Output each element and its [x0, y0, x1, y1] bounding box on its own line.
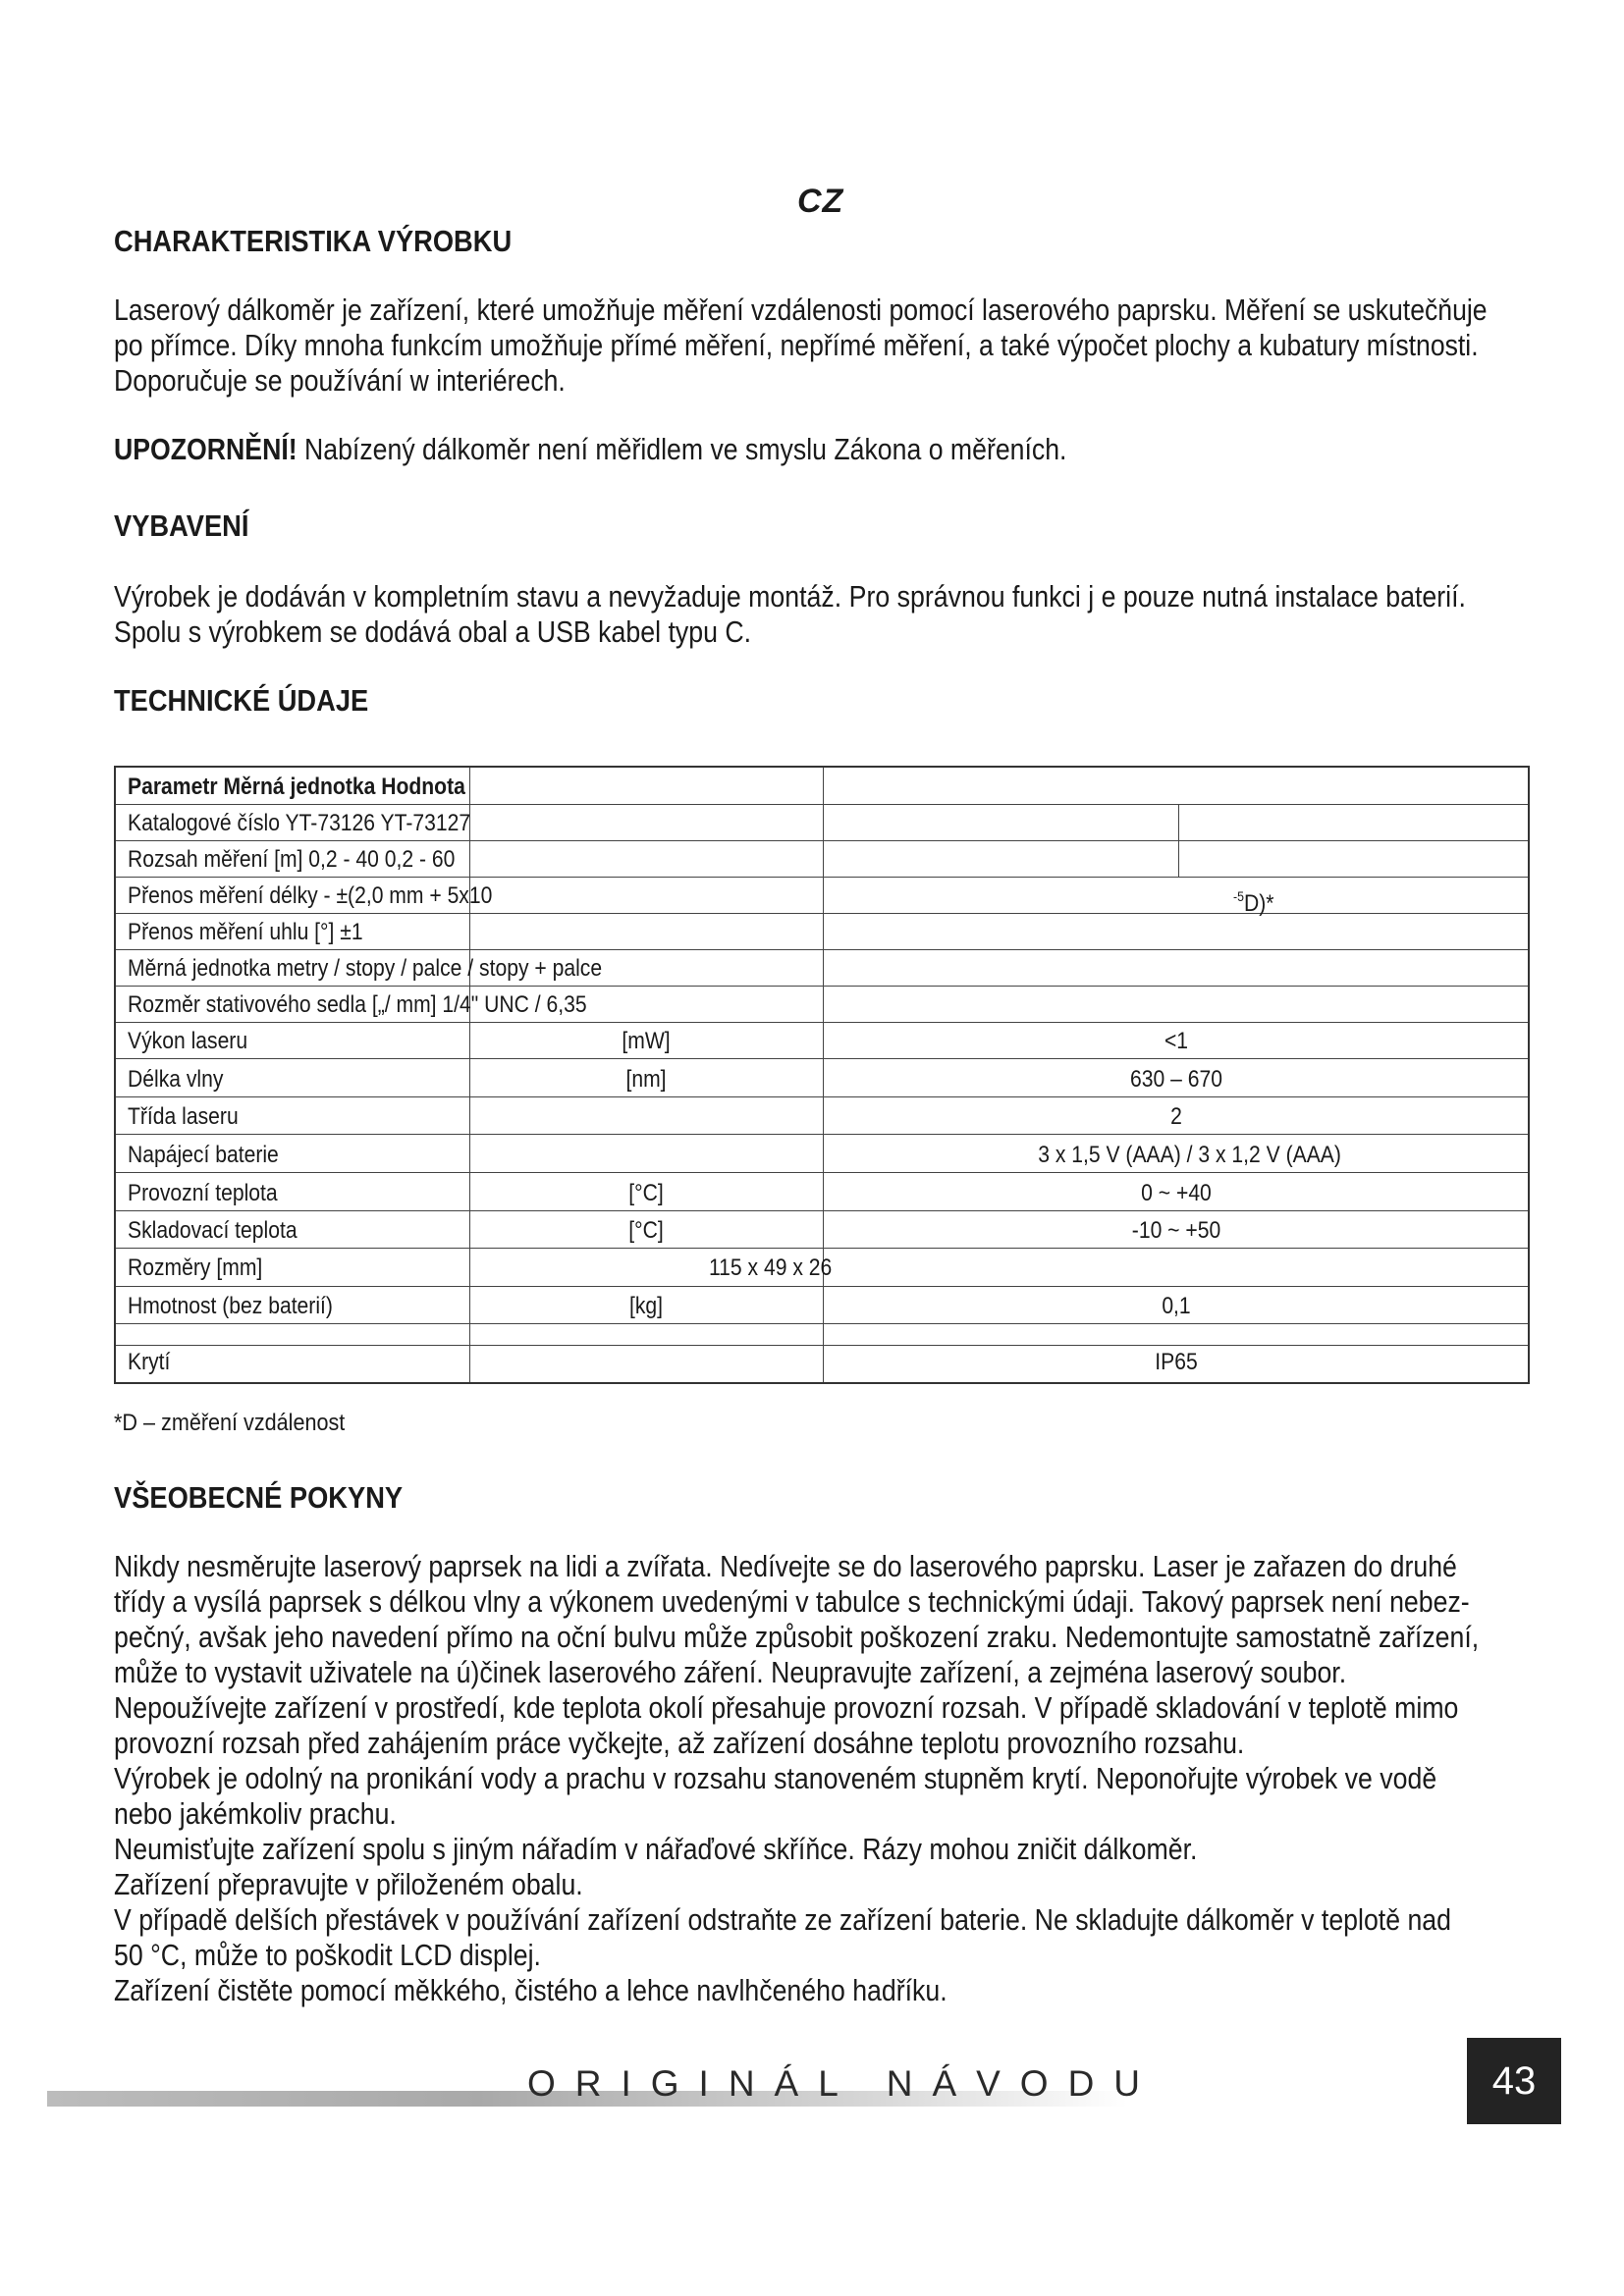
warning-paragraph — [114, 432, 1313, 467]
paragraph-line: Doporučuje se používání w interiérech. — [114, 363, 566, 398]
table-cell-unit: [nm] — [625, 1066, 667, 1093]
table-cell-unit: [mW] — [622, 1028, 671, 1054]
heading-general: VŠEOBECNÉ POKYNY — [114, 1480, 404, 1515]
footer-title: ORIGINÁL NÁVODU — [527, 2063, 1161, 2104]
paragraph-line: po přímce. Díky mnoha funkcím umožňuje přímé měření, nepřímé měření, a také výpočet plochy a kubatury místnosti. — [114, 328, 1479, 362]
paragraph-line: Zařízení čistěte pomocí měkkého, čistého a lehce navlhčeného hadříku. — [114, 1973, 947, 2007]
paragraph-general — [114, 1549, 1508, 2008]
table-rule — [116, 1134, 1528, 1135]
table-rule — [116, 840, 1528, 841]
table-rule — [116, 1096, 1528, 1097]
table-row: Přenos měření délky - ±(2,0 mm + 5x10 — [128, 882, 493, 909]
paragraph-line: pečný, avšak jeho navedení přímo na oční bulvu může způsobit poškození zraku. Nedemontujte samostatně zařízení, — [114, 1620, 1480, 1654]
table-cell-param: Třída laseru — [128, 1103, 239, 1130]
table-cell-value: <1 — [1164, 1028, 1189, 1054]
paragraph-line: Výrobek je dodáván v kompletním stavu a nevyžaduje montáž. Pro správnou funkci j e pouze nutná instalace baterií. — [114, 579, 1466, 614]
table-cell-unit: [kg] — [628, 1293, 664, 1319]
table-header: Parametr Měrná jednotka Hodnota — [128, 774, 465, 800]
table-cell-param: Napájecí baterie — [128, 1142, 279, 1168]
table-cell-param: Hmotnost (bez baterií) — [128, 1293, 333, 1319]
table-rule — [116, 1323, 1528, 1324]
table-cell-value: IP65 — [1155, 1349, 1198, 1375]
table-cell-param: Skladovací teplota — [128, 1217, 298, 1244]
table-cell-value: 115 x 49 x 26 — [709, 1255, 833, 1281]
table-cell-value: 0 ~ +40 — [1141, 1180, 1212, 1206]
table-rule — [116, 949, 1528, 950]
table-footnote: *D – změření vzdálenost — [114, 1410, 346, 1436]
paragraph-equipment — [114, 579, 1508, 650]
heading-characteristics: CHARAKTERISTIKA VÝROBKU — [114, 224, 513, 258]
table-col-rule — [469, 768, 470, 1382]
heading-technical: TECHNICKÉ ÚDAJE — [114, 683, 369, 718]
table-cell-param: Rozměry [mm] — [128, 1255, 263, 1281]
paragraph-line: Nikdy nesměrujte laserový paprsek na lidi a zvířata. Nedívejte se do laserového paprsku. Laser je zařazen do druhé — [114, 1549, 1457, 1583]
paragraph-line: Zařízení přepravujte v přiloženém obalu. — [114, 1867, 583, 1901]
paragraph-line: Neumisťujte zařízení spolu s jiným nářadím v nářaďové skříňce. Rázy mohou zničit dálkoměr. — [114, 1832, 1198, 1866]
table-rule — [116, 1248, 1528, 1249]
technical-table — [114, 766, 1530, 1384]
table-rule — [116, 1022, 1528, 1023]
table-cell-unit: [°C] — [628, 1217, 664, 1244]
table-rule — [116, 1058, 1528, 1059]
language-tag: CZ — [797, 183, 844, 220]
accuracy-suffix-text: D)* — [1243, 890, 1274, 917]
paragraph-line: může to vystavit uživatele na ú)činek laserového záření. Neupravujte zařízení, a zejména laserový soubor. — [114, 1655, 1347, 1689]
paragraph-line: Výrobek je odolný na pronikání vody a prachu v rozsahu stanoveném stupněm krytí. Neponořujte výrobek ve vodě — [114, 1761, 1437, 1795]
table-cell-param: Provozní teplota — [128, 1180, 278, 1206]
paragraph-characteristics — [114, 293, 1508, 399]
table-cell-value: 3 x 1,5 V (AAA) / 3 x 1,2 V (AAA) — [1038, 1142, 1341, 1168]
table-rule — [116, 1210, 1528, 1211]
table-cell-value: -10 ~ +50 — [1131, 1217, 1221, 1244]
table-cell-param: Výkon laseru — [128, 1028, 248, 1054]
paragraph-line: nebo jakémkoliv prachu. — [114, 1796, 397, 1831]
paragraph-line: Spolu s výrobkem se dodává obal a USB kabel typu C. — [114, 614, 752, 649]
table-rule — [116, 804, 1528, 805]
table-rule — [116, 986, 1528, 987]
table-row: Měrná jednotka metry / stopy / palce / stopy + palce — [128, 955, 603, 982]
paragraph-line: třídy a vysílá paprsek s délkou vlny a výkonem uvedenými v tabulce s technickými údaji. Takový paprsek není nebez- — [114, 1584, 1470, 1619]
table-row: Katalogové číslo YT-73126 YT-73127 — [128, 810, 471, 836]
paragraph-line: 50 °C, může to poškodit LCD displej. — [114, 1938, 541, 1972]
page-number: 43 — [1467, 2038, 1561, 2124]
table-cell-unit: [°C] — [628, 1180, 664, 1206]
table-col-rule — [1178, 804, 1179, 877]
table-row: Rozměr stativového sedla [„/ mm] 1/4" UNC / 6,35 — [128, 991, 587, 1018]
warning-label: UPOZORNĚNÍ! — [114, 432, 298, 466]
heading-equipment: VYBAVENÍ — [114, 508, 249, 543]
table-rule — [116, 1172, 1528, 1173]
paragraph-line: Nepoužívejte zařízení v prostředí, kde teplota okolí přesahuje provozní rozsah. V případě skladování v teplotě mimo — [114, 1690, 1459, 1725]
table-cell-value: 0,1 — [1162, 1293, 1191, 1319]
paragraph-line: provozní rozsah před zahájením práce vyčkejte, až zařízení dosáhne teplotu provozního rozsahu. — [114, 1726, 1245, 1760]
table-cell-value: 2 — [1170, 1103, 1182, 1130]
table-col-rule — [823, 768, 824, 1382]
accuracy-exponent: -5 — [1233, 888, 1244, 904]
warning-text: Nabízený dálkoměr není měřidlem ve smyslu Zákona o měřeních. — [297, 432, 1067, 466]
table-rule — [116, 877, 1528, 878]
table-row: Rozsah měření [m] 0,2 - 40 0,2 - 60 — [128, 846, 456, 873]
table-rule — [116, 1286, 1528, 1287]
table-rule — [116, 913, 1528, 914]
table-cell-param: Krytí — [128, 1349, 171, 1375]
paragraph-line: V případě delších přestávek v používání zařízení odstraňte ze zařízení baterie. Ne skladujte dálkoměr v teplotě nad — [114, 1902, 1452, 1937]
table-cell-param: Délka vlny — [128, 1066, 224, 1093]
paragraph-line: Laserový dálkoměr je zařízení, které umožňuje měření vzdálenosti pomocí laserového paprsku. Měření se uskutečňuje — [114, 293, 1488, 327]
table-rule — [116, 1345, 1528, 1346]
table-row: Přenos měření uhlu [°] ±1 — [128, 919, 363, 945]
accuracy-suffix — [1233, 882, 1273, 918]
table-cell-value: 630 – 670 — [1130, 1066, 1222, 1093]
